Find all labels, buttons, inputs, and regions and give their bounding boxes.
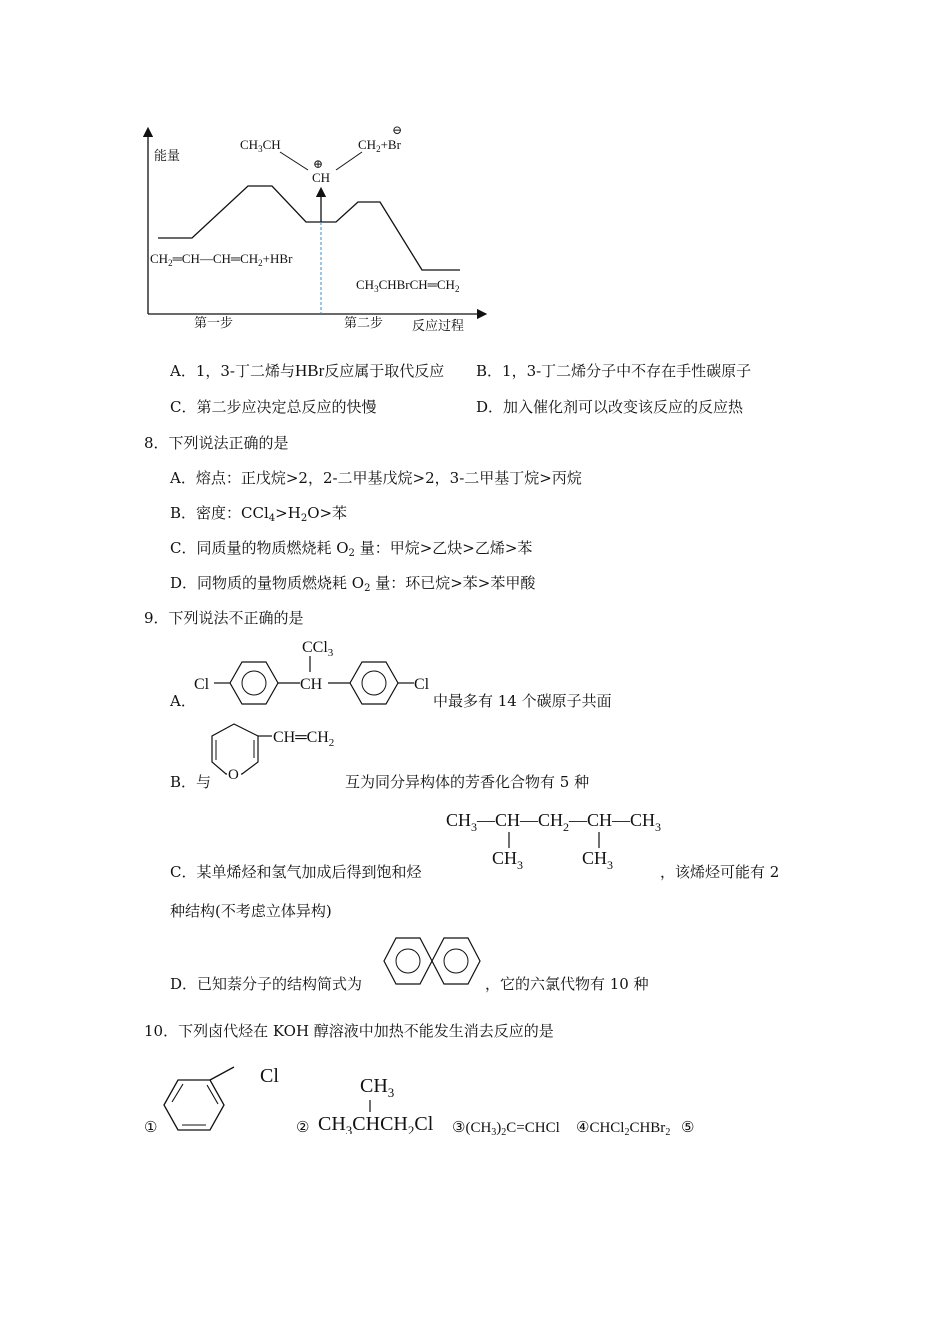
q9-option-c-cont: 种结构(不考虑立体异构) bbox=[170, 902, 332, 920]
q7-option-a-hbr: HBr bbox=[295, 361, 325, 380]
q10-item-2: ② bbox=[296, 1118, 310, 1136]
q8-stem: 8．下列说法正确的是 bbox=[144, 434, 289, 452]
bond-right bbox=[336, 152, 362, 170]
chlorobenzene-ring bbox=[164, 1080, 224, 1130]
ddt-structure bbox=[190, 636, 435, 716]
ddt-ch: CH bbox=[300, 676, 323, 693]
alkane-structure bbox=[444, 804, 669, 876]
alkane-branch-2: $CH_3$ bbox=[582, 848, 614, 872]
pyran-structure bbox=[204, 716, 354, 788]
chloroalkane-top: $CH_3$ bbox=[360, 1075, 395, 1100]
naphthalene-ring-left bbox=[384, 938, 432, 984]
product-label: $CH_3CHBrCH═CH_2$ bbox=[356, 277, 460, 294]
q8-option-c: C．同质量的物质燃烧耗 $O_2$ 量：甲烷>乙炔>乙烯>苯 bbox=[170, 539, 533, 559]
q10-item-4: ④CHCl$_2$CHBr$_2$ bbox=[576, 1120, 671, 1138]
q10-item-5: ⑤ bbox=[681, 1118, 695, 1136]
benzene-ring-right bbox=[350, 662, 398, 704]
ddt-ccl3: CCl$_3$ bbox=[302, 639, 334, 659]
q9-option-d-pre: D．已知萘分子的结构简式为 bbox=[170, 975, 363, 993]
ddt-cl-right: Cl bbox=[414, 676, 430, 693]
chloroalkane-main: $CH_3CHCH_2Cl$ bbox=[318, 1113, 434, 1134]
naphthalene-ring-right bbox=[432, 938, 480, 984]
energy-diagram bbox=[130, 118, 490, 340]
q8-option-b: B．密度：$CCl_4>H_2O>$苯 bbox=[170, 504, 348, 524]
q10-stem: 10．下列卤代烃在 KOH 醇溶液中加热不能发生消去反应的是 bbox=[144, 1022, 554, 1040]
q10-item-3: $③(CH_3)_2C=CHCl$ bbox=[452, 1120, 560, 1138]
q9-option-c-pre: C．某单烯烃和氢气加成后得到饱和烃 bbox=[170, 863, 422, 881]
q9-option-a-text: 中最多有 14 个碳原子共面 bbox=[433, 692, 612, 710]
q9-option-c-post: ，该烯烃可能有 2 bbox=[660, 863, 780, 881]
ddt-cl-left: Cl bbox=[194, 676, 210, 693]
q9-option-b-label: B．与 bbox=[170, 773, 212, 791]
q7-option-c: C．第二步应决定总反应的快慢 bbox=[170, 398, 377, 416]
q7-option-d: D．加入催化剂可以改变该反应的反应热 bbox=[476, 398, 744, 416]
q9-option-b-text: 互为同分异构体的芳香化合物有 5 种 bbox=[345, 773, 590, 791]
chlorobenzene-cl: Cl bbox=[260, 1065, 279, 1087]
q10-item-1: ① bbox=[144, 1118, 158, 1136]
q7-option-a bbox=[170, 360, 444, 381]
benzene-ring-left bbox=[230, 662, 278, 704]
q8-option-a: A．熔点：正戊烷>2，2-二甲基戊烷>2，3-二甲基丁烷>丙烷 bbox=[170, 469, 582, 487]
q9-option-d-post: ，它的六氯代物有 10 种 bbox=[485, 975, 649, 993]
bond-left bbox=[280, 152, 308, 170]
q9-option-a-label: A． bbox=[170, 692, 196, 710]
step1-label: 第一步 bbox=[194, 315, 234, 330]
y-axis-label: 能量 bbox=[154, 148, 181, 163]
q8-option-d: D．同物质的量物质燃烧耗 $O_2$ 量：环已烷>苯>苯甲酸 bbox=[170, 574, 536, 594]
q7-option-a-pre: A．1，3-丁二烯与 bbox=[170, 362, 295, 380]
intermediate-center: CH bbox=[312, 170, 331, 185]
q7-option-a-post: 反应属于取代反应 bbox=[324, 362, 445, 380]
step2-label: 第二步 bbox=[344, 315, 384, 330]
pyran-oxygen: O bbox=[228, 767, 239, 783]
q7-option-b: B．1，3-丁二烯分子中不存在手性碳原子 bbox=[476, 362, 752, 380]
naphthalene-structure bbox=[380, 930, 488, 992]
plus-charge: ⊕ bbox=[313, 157, 324, 171]
intermediate-right: $CH_2+Br$ bbox=[358, 137, 401, 154]
alkane-branch-1: $CH_3$ bbox=[492, 848, 524, 872]
alkane-main-chain: $CH_3—CH—CH_2—CH—CH_3$ bbox=[446, 810, 662, 834]
chloroalkane-structure bbox=[316, 1070, 456, 1134]
chlorobenzene-structure bbox=[160, 1062, 290, 1144]
minus-charge: ⊖ bbox=[392, 123, 403, 137]
q9-stem: 9．下列说法不正确的是 bbox=[144, 609, 304, 627]
intermediate-left: $CH_3CH$ bbox=[240, 137, 281, 154]
x-axis-label: 反应过程 bbox=[412, 318, 465, 333]
reactants-label: $CH_2═CH—CH═CH_2+HBr$ bbox=[150, 251, 293, 268]
pyran-substituent: $CH═CH_2$ bbox=[273, 729, 335, 749]
